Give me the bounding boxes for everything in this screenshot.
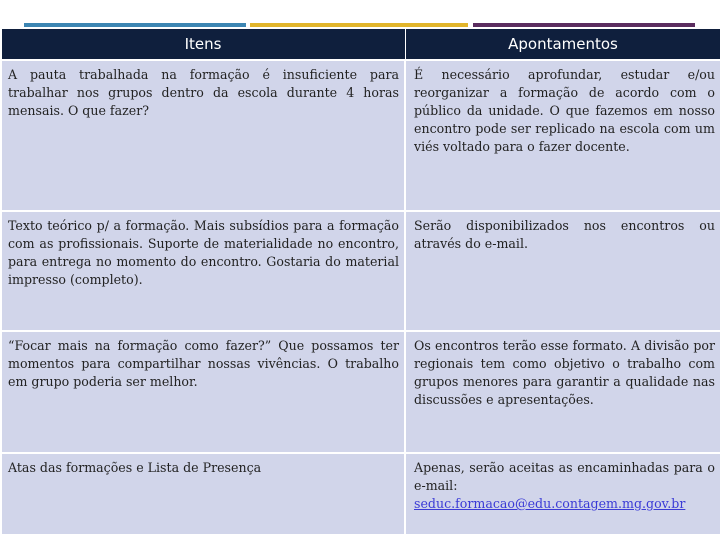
accent-bar-blue [24,23,246,27]
note-cell: É necessário aprofundar, estudar e/ou reorganizar a formação de acordo com o público da unidade. O que fazemos em nosso encontro pode ser replicado na escola com um viés voltado para o fazer docente. [405,60,720,211]
item-cell: Texto teórico p/ a formação. Mais subsídios para a formação com as profissionais. Suporte de materialidade no encontro, para entrega no momento do encontro. Gostaria do material impresso (completo). [1,211,405,331]
accent-bar-purple [473,23,695,27]
header-itens: Itens [1,29,405,61]
table-row [1,453,720,535]
item-cell: Atas das formações e Lista de Presença [1,453,405,535]
header-apontamentos: Apontamentos [405,29,720,61]
note-cell: Os encontros terão esse formato. A divisão por regionais tem como objetivo o trabalho com grupos menores para garantir a qualidade nas discussões e apresentações. [405,331,720,453]
table-row [1,60,720,211]
header-row [1,29,720,61]
email-link[interactable]: seduc.formacao@edu.contagem.mg.gov.br [414,496,686,511]
note-cell [405,453,720,535]
item-cell: “Focar mais na formação como fazer?” Que possamos ter momentos para compartilhar nossas vivências. O trabalho em grupo poderia ser melhor. [1,331,405,453]
items-table [0,28,720,536]
note-text: Apenas, serão aceitas as encaminhadas para o e-mail: [414,460,715,493]
item-cell: A pauta trabalhada na formação é insuficiente para trabalhar nos grupos dentro da escola durante 4 horas mensais. O que fazer? [1,60,405,211]
accent-bar-yellow [250,23,468,27]
note-cell: Serão disponibilizados nos encontros ou através do e-mail. [405,211,720,331]
table-row [1,331,720,453]
table-row [1,211,720,331]
